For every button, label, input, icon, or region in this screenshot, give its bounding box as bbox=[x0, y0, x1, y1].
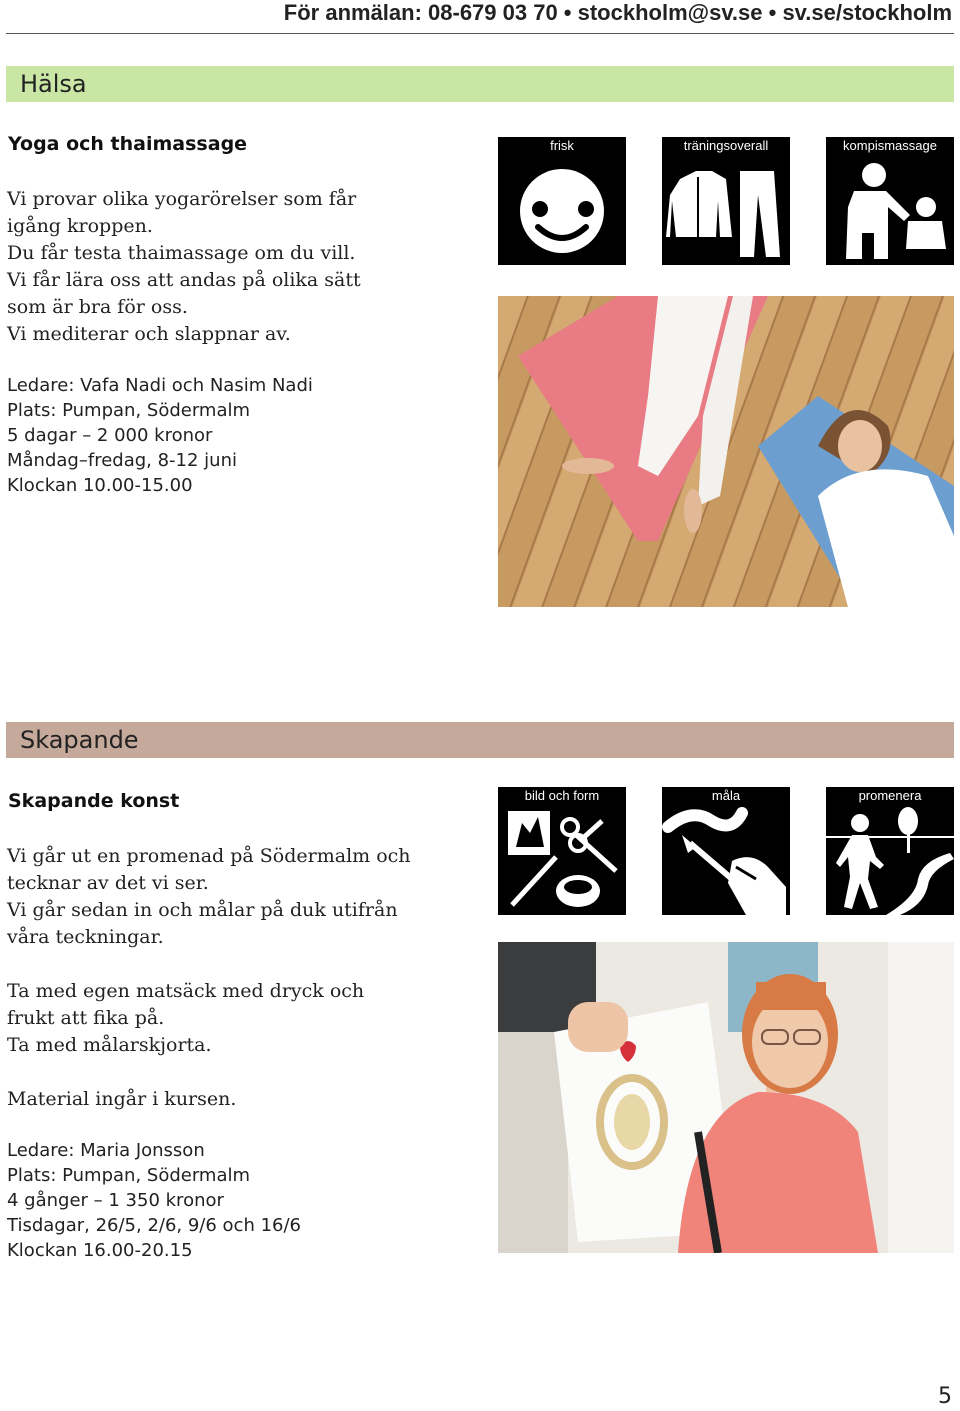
info-place: Plats: Pumpan, Södermalm bbox=[7, 400, 251, 421]
pictogram-mala bbox=[662, 787, 790, 915]
page-number: 5 bbox=[938, 1384, 952, 1409]
description-line: Material ingår i kursen. bbox=[7, 1088, 237, 1110]
info-price: 5 dagar – 2 000 kronor bbox=[7, 425, 213, 446]
pictogram-promenera bbox=[826, 787, 954, 915]
info-leader: Ledare: Maria Jonsson bbox=[7, 1140, 205, 1161]
pictogram-label: träningsoverall bbox=[683, 138, 769, 153]
description-line: Vi provar olika yogarörelser som får igång kroppen. bbox=[7, 188, 357, 237]
course-description-yoga bbox=[7, 186, 367, 348]
section-heading-skapande: Skapande bbox=[6, 722, 954, 758]
pictogram-label: frisk bbox=[550, 138, 574, 153]
massage-icon bbox=[826, 137, 954, 265]
course-title-yoga: Yoga och thaimassage bbox=[8, 133, 248, 155]
tracksuit-icon bbox=[662, 137, 790, 265]
pictogram-label: bild och form bbox=[524, 788, 600, 803]
info-price: 4 gånger – 1 350 kronor bbox=[7, 1190, 224, 1211]
pictogram-label: promenera bbox=[858, 788, 922, 803]
description-line: Ta med egen matsäck med dryck och frukt att fika på. bbox=[7, 980, 365, 1029]
smiley-icon bbox=[498, 137, 626, 265]
walking-icon bbox=[826, 787, 954, 915]
course-info-yoga bbox=[7, 373, 487, 498]
description-line: Du får testa thaimassage om du vill. bbox=[7, 242, 356, 264]
course-description-konst bbox=[7, 843, 427, 1113]
info-dates: Tisdagar, 26/5, 2/6, 9/6 och 16/6 bbox=[7, 1215, 302, 1236]
course-title-konst: Skapande konst bbox=[8, 790, 180, 812]
pictogram-kompismassage bbox=[826, 137, 954, 265]
pictogram-label: kompismassage bbox=[843, 138, 937, 153]
pictogram-label: måla bbox=[711, 788, 741, 803]
course-info-konst bbox=[7, 1138, 487, 1263]
description-line: Vi får lära oss att andas på olika sätt som är bra för oss. bbox=[7, 269, 361, 318]
info-time: Klockan 10.00-15.00 bbox=[7, 475, 193, 496]
yoga-photo bbox=[498, 296, 954, 607]
section-heading-halsa: Hälsa bbox=[6, 66, 954, 102]
description-line: Ta med målarskjorta. bbox=[7, 1034, 212, 1056]
pictogram-traningsoverall bbox=[662, 137, 790, 265]
pictogram-bild-och-form bbox=[498, 787, 626, 915]
paintbrush-icon bbox=[662, 787, 790, 915]
header-divider bbox=[6, 33, 954, 34]
contact-header: För anmälan: 08-679 03 70 • stockholm@sv.se • sv.se/stockholm bbox=[283, 0, 952, 25]
pictogram-frisk bbox=[498, 137, 626, 265]
info-time: Klockan 16.00-20.15 bbox=[7, 1240, 193, 1261]
info-place: Plats: Pumpan, Södermalm bbox=[7, 1165, 251, 1186]
description-line: Vi går sedan in och målar på duk utifrån våra teckningar. bbox=[7, 899, 398, 948]
description-line: Vi går ut en promenad på Södermalm och tecknar av det vi ser. bbox=[7, 845, 411, 894]
art-photo bbox=[498, 942, 954, 1253]
description-line: Vi mediterar och slappnar av. bbox=[7, 323, 291, 345]
info-leader: Ledare: Vafa Nadi och Nasim Nadi bbox=[7, 375, 313, 396]
art-supplies-icon bbox=[498, 787, 626, 915]
info-dates: Måndag–fredag, 8-12 juni bbox=[7, 450, 237, 471]
